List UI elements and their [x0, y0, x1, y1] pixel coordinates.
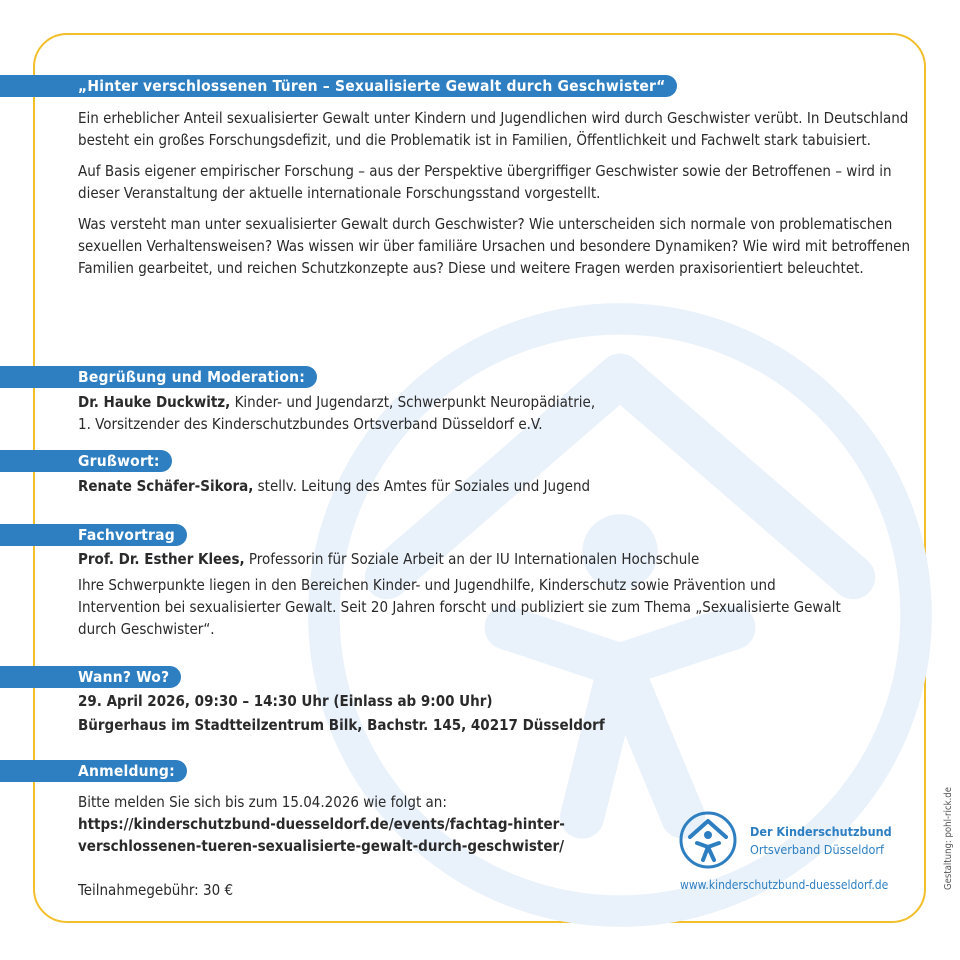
event-date: 29. April 2026, 09:30 – 14:30 Uhr (Einlass ab 9:00 Uhr) [78, 692, 493, 710]
greeting-label: Grußwort: [0, 450, 172, 472]
welcome-label: Begrüßung und Moderation: [0, 366, 317, 388]
design-credit: Gestaltung: pohl-rick.de [943, 787, 954, 890]
lecture-speaker-role: Professorin für Soziale Arbeit an der IU Internationalen Hochschule [244, 550, 700, 568]
lecture-label: Fachvortrag [0, 524, 187, 546]
welcome-speaker-name: Dr. Hauke Duckwitz, [78, 393, 231, 411]
lecture-speaker-bio: Ihre Schwerpunkte liegen in den Bereichen Kinder- und Jugendhilfe, Kinderschutz sowie Prävention und Intervention bei sexualisierter Gewalt. Seit 20 Jahren forscht und publiziert sie zum Thema „Sexualisierte Gewalt durch Geschwister“. [78, 576, 841, 638]
participation-fee: Teilnahmegebühr: 30 € [78, 881, 234, 899]
welcome-speaker-role: Kinder- und Jugendarzt, Schwerpunkt Neuropädiatrie, [230, 393, 596, 411]
greeting-speaker-name: Renate Schäfer-Sikora, [78, 477, 254, 495]
when-where-section [78, 690, 918, 736]
greeting-section [78, 475, 918, 497]
org-branch: Ortsverband Düsseldorf [750, 842, 884, 857]
welcome-speaker-affiliation: 1. Vorsitzender des Kinderschutzbundes Ortsverband Düsseldorf e.V. [78, 415, 543, 433]
registration-label: Anmeldung: [0, 760, 187, 782]
registration-link-line-1[interactable]: https://kinderschutzbund-duesseldorf.de/events/fachtag-hinter- [78, 815, 565, 833]
event-title-label: „Hinter verschlossenen Türen – Sexualisierte Gewalt durch Geschwister“ [0, 75, 677, 97]
greeting-speaker-role: stellv. Leitung des Amtes für Soziales und Jugend [253, 477, 591, 495]
intro-paragraph-1: Ein erheblicher Anteil sexualisierter Gewalt unter Kindern und Jugendlichen wird durch Geschwister verübt. In Deutschland besteht ein großes Forschungsdefizit, und die Problematik ist in Familien, Öffentlichkeit und Fachwelt stark tabuisiert. [78, 109, 909, 149]
intro-text [78, 107, 918, 279]
registration-text: Bitte melden Sie sich bis zum 15.04.2026 wie folgt an: [78, 793, 447, 811]
intro-paragraph-2: Auf Basis eigener empirischer Forschung – aus der Perspektive übergriffiger Geschwister sowie der Betroffenen – wird in dieser Veranstaltung der aktuelle internationale Forschungsstand vorgestellt. [78, 162, 892, 202]
intro-paragraph-3: Was versteht man unter sexualisierter Gewalt durch Geschwister? Wie unterscheiden sich normale von problematischen sexuellen Verhaltensweisen? Was wissen wir über familiäre Ursachen und besondere Dynamiken? Wie wird mit betroffenen Familien gearbeitet, und reichen Schutzkonzepte aus? Diese und weitere Fragen werden praxisorientiert beleuchtet. [78, 215, 911, 277]
org-website-link[interactable]: www.kinderschutzbund-duesseldorf.de [680, 878, 889, 892]
lecture-speaker-name: Prof. Dr. Esther Klees, [78, 550, 245, 568]
when-where-label: Wann? Wo? [0, 666, 181, 688]
kinderschutzbund-logo-icon [678, 810, 738, 870]
org-name: Der Kinderschutzbund [750, 824, 892, 839]
lecture-section [78, 548, 918, 640]
event-location: Bürgerhaus im Stadtteilzentrum Bilk, Bachstr. 145, 40217 Düsseldorf [78, 716, 605, 734]
registration-link-line-2[interactable]: verschlossenen-tueren-sexualisierte-gewalt-durch-geschwister/ [78, 837, 565, 855]
welcome-section [78, 391, 918, 435]
